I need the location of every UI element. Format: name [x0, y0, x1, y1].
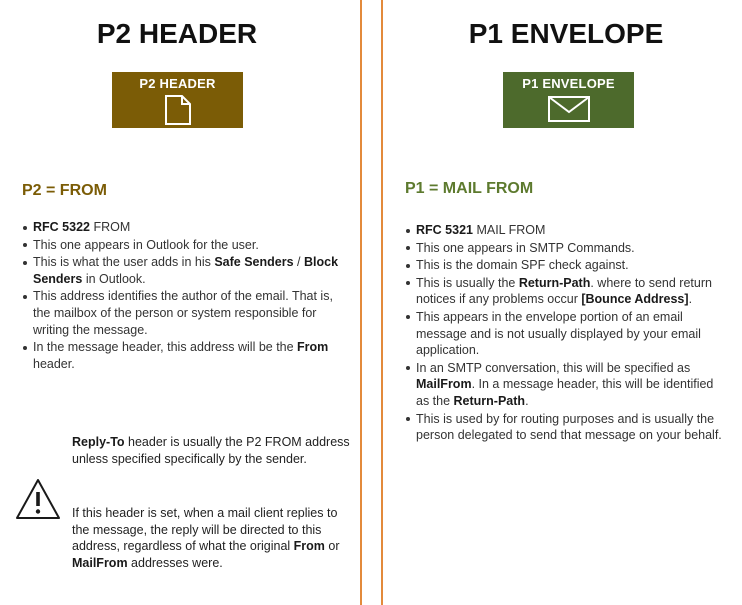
right-column-title: P1 ENVELOPE: [468, 18, 664, 49]
bold-text: From: [293, 539, 325, 554]
bullet-item: [405, 222, 725, 239]
envelope-icon: [547, 94, 591, 124]
text: This is used by for routing purposes and is usually the person delegated to send that message on your behalf.: [416, 411, 722, 443]
bullet-item: [22, 254, 352, 287]
bullet-item: [22, 288, 352, 338]
bullet-item: [405, 257, 725, 274]
text: FROM: [89, 220, 131, 234]
bold-text: Block Senders: [33, 255, 339, 286]
bullet-item: [405, 275, 725, 308]
text: in Outlook.: [82, 271, 146, 286]
text: This appears in the envelope portion of an email message and is not usually displayed by your email application.: [416, 309, 701, 358]
text: In an SMTP conversation, this will be specified as: [416, 360, 691, 375]
p1-envelope-badge-label: P1 ENVELOPE: [522, 76, 615, 91]
right-section-heading: P1 = MAIL FROM: [405, 180, 534, 197]
text: header.: [33, 356, 75, 371]
text: . In a message header, this will be identified as the: [416, 377, 714, 408]
p1-envelope-badge: [503, 72, 634, 128]
p2-header-badge-label: P2 HEADER: [139, 76, 216, 91]
reply-to-detail-note: [72, 505, 357, 571]
bold-text: Return-Path: [453, 393, 526, 408]
text: MAIL FROM: [472, 223, 546, 237]
text: If this header is set, when a mail client replies to the message, the reply will be directed to this address, regardless of what the original: [72, 506, 338, 554]
text: This is the domain SPF check against.: [416, 258, 629, 273]
text: .: [688, 292, 693, 307]
bullet-item: [22, 219, 352, 236]
reply-to-note: [72, 434, 357, 467]
left-column-title: P2 HEADER: [96, 18, 258, 49]
text: .: [525, 393, 529, 408]
document-icon: [163, 94, 193, 126]
text: or: [324, 539, 340, 554]
text: This address identifies the author of the email. That is, the mailbox of the person or system responsible for writing the message.: [33, 289, 333, 337]
text: This is usually the: [416, 275, 519, 290]
text: /: [293, 255, 304, 270]
text: This is what the user adds in his: [33, 255, 215, 270]
p2-header-badge: [112, 72, 243, 128]
column-divider-left: [360, 0, 362, 605]
bold-text: MailFrom: [416, 377, 472, 392]
bold-text: [Bounce Address]: [581, 292, 689, 307]
text: In the message header, this address will be the: [33, 340, 298, 355]
bold-text: MailFrom: [72, 555, 128, 570]
right-bullet-list: [405, 222, 725, 445]
bold-text: Reply-To: [72, 435, 125, 449]
bold-text: RFC 5322: [33, 220, 90, 234]
left-bullet-list: [22, 219, 352, 373]
text: This one appears in Outlook for the user.: [33, 237, 259, 252]
bullet-item: [405, 309, 725, 359]
bullet-item: [405, 360, 725, 410]
text: . where to send return notices if any problems occur: [416, 275, 712, 307]
bullet-item: [22, 339, 352, 372]
bold-text: Return-Path: [518, 275, 591, 290]
bullet-item: [22, 237, 352, 254]
column-divider-right: [381, 0, 383, 605]
bold-text: Safe Senders: [214, 255, 294, 270]
text: header is usually the P2 FROM address unless specified specifically by the sender.: [72, 435, 350, 466]
bold-text: RFC 5321: [416, 223, 473, 237]
text: addresses were.: [127, 555, 223, 570]
bullet-item: [405, 240, 725, 257]
text: This one appears in SMTP Commands.: [416, 240, 635, 255]
left-section-heading: P2 = FROM: [22, 182, 107, 199]
warning-triangle-icon: [15, 478, 61, 520]
bullet-item: [405, 411, 725, 444]
bold-text: From: [297, 340, 329, 355]
